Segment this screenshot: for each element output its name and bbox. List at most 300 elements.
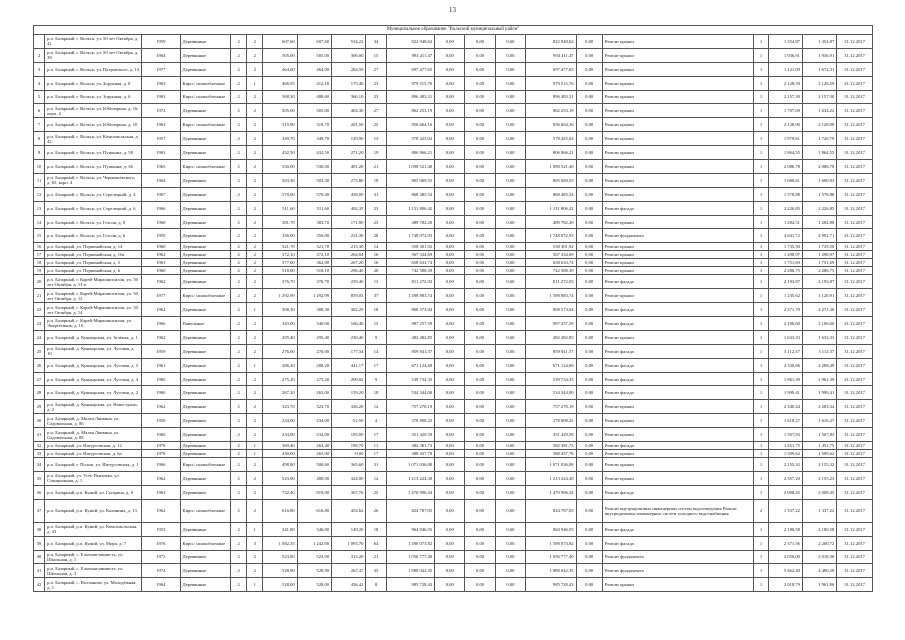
unit-cost: 1 936,91	[768, 48, 802, 62]
premises-area: 432,50	[297, 146, 331, 160]
fund-share-3: 0,00	[495, 372, 525, 386]
repair-cost: 985 728,43	[386, 578, 435, 592]
table-row	[34, 35, 873, 49]
residential-area: 313,20	[332, 550, 366, 564]
budget-share: 0,00	[576, 76, 602, 90]
unit-cost: 2 340,44	[768, 400, 802, 414]
fund-share-3: 0,00	[495, 414, 525, 428]
year-built: 1967	[142, 187, 180, 201]
fund-share-3: 0,00	[495, 442, 525, 450]
residential-area: 177,34	[332, 344, 366, 358]
row-number: 34	[34, 458, 45, 472]
year-built: 1962	[142, 471, 180, 485]
fund-share-3: 0,00	[495, 303, 525, 317]
deadline: 31.12.2017	[837, 160, 873, 174]
work-type: Ремонт крыши	[602, 187, 754, 201]
premises-area: 372,10	[297, 251, 331, 259]
total-cost: 956 664,16	[526, 118, 577, 132]
total-area: 607,60	[263, 35, 297, 49]
total-cost: 1 888 042,35	[526, 564, 577, 578]
address: р.п. Базарный, ул. Усть-Пьяховка, ул. Станционная, д. 1	[45, 471, 142, 485]
fund-share-2: 0,00	[465, 229, 495, 243]
wall-material: Деревянные	[180, 215, 231, 229]
stage-count: 1	[754, 48, 768, 62]
total-area: 505,00	[263, 48, 297, 62]
row-number: 35	[34, 471, 45, 485]
fund-share-3: 0,00	[495, 259, 525, 267]
deadline: 31.12.2017	[837, 104, 873, 118]
fund-share-3: 0,00	[495, 251, 525, 259]
row-number: 29	[34, 400, 45, 414]
budget-share: 0,00	[576, 215, 602, 229]
cost-limit: 1 961,86	[802, 578, 836, 592]
entrances: 2	[247, 317, 263, 331]
row-number: 19	[34, 267, 45, 275]
unit-cost: 1 578,88	[768, 187, 802, 201]
table-row	[34, 522, 873, 536]
residents: 25	[366, 118, 386, 132]
premises-area: 383,70	[297, 215, 331, 229]
residents: 21	[366, 160, 386, 174]
premises-area: 319,70	[297, 118, 331, 132]
fund-share-1: 0,00	[435, 386, 465, 400]
premises-area: 263,00	[297, 450, 331, 458]
wall-material: Деревянные	[180, 550, 231, 564]
repair-cost: 1 598 883,74	[386, 289, 435, 303]
work-type: Ремонт крыши	[602, 400, 754, 414]
work-type: Ремонт крыши	[602, 471, 754, 485]
floors: 2	[231, 267, 247, 275]
stage-count: 1	[754, 267, 768, 275]
stage-count: 1	[754, 400, 768, 414]
unit-cost: 2 106,60	[768, 317, 802, 331]
total-area: 518,00	[263, 267, 297, 275]
work-type: Ремонт крыши	[602, 289, 754, 303]
year-built: 1959	[142, 344, 180, 358]
stage-count: 1	[754, 485, 768, 499]
deadline: 31.12.2017	[837, 485, 873, 499]
fund-share-3: 0,00	[495, 48, 525, 62]
year-built: 1963	[142, 146, 180, 160]
residents: 28	[366, 229, 386, 243]
address: р.п. Базарный, г. Вольск, ул. Пушкина, д. 58	[45, 146, 142, 160]
total-area: 349,70	[263, 132, 297, 146]
fund-share-3: 0,00	[495, 90, 525, 104]
total-area: 505,00	[263, 104, 297, 118]
year-built: 1964	[142, 578, 180, 592]
total-cost: 994 411,47	[526, 48, 577, 62]
stage-count: 1	[754, 160, 768, 174]
row-number: 39	[34, 536, 45, 550]
stage-count: 1	[754, 251, 768, 259]
total-cost: 742 588,39	[526, 267, 577, 275]
budget-share: 0,00	[576, 400, 602, 414]
residents: 19	[366, 146, 386, 160]
fund-share-1: 0,00	[435, 536, 465, 550]
premises-area: 480,00	[297, 471, 331, 485]
residential-area: 302,29	[332, 303, 366, 317]
wall-material: Деревянные	[180, 414, 231, 428]
total-cost: 534 344,00	[526, 386, 577, 400]
entrances: 2	[247, 564, 263, 578]
work-type: Ремонт фасада	[602, 344, 754, 358]
year-built: 1972	[142, 104, 180, 118]
year-built: 1963	[142, 259, 180, 267]
fund-share-1: 0,00	[435, 243, 465, 251]
total-cost: 558 301,92	[526, 243, 577, 251]
fund-share-3: 0,00	[495, 564, 525, 578]
cost-limit: 1 751,69	[802, 259, 836, 267]
fund-share-3: 0,00	[495, 578, 525, 592]
entrances: 2	[247, 229, 263, 243]
floors: 2	[231, 522, 247, 536]
entrances: 2	[247, 499, 263, 522]
budget-share: 0,00	[576, 48, 602, 62]
floors: 2	[231, 243, 247, 251]
repair-cost: 964 946,55	[386, 522, 435, 536]
row-number: 42	[34, 578, 45, 592]
budget-share: 0,00	[576, 275, 602, 289]
year-built: 1959	[142, 414, 180, 428]
fund-share-1: 0,00	[435, 578, 465, 592]
fund-share-2: 0,00	[465, 173, 495, 187]
repair-cost: 1 131 806,42	[386, 201, 435, 215]
floors: 2	[231, 104, 247, 118]
fund-share-3: 0,00	[495, 215, 525, 229]
work-type: Ремонт крыши	[602, 259, 754, 267]
fund-share-2: 0,00	[465, 160, 495, 174]
cost-limit: 3 112,37	[802, 344, 836, 358]
entrances: 2	[247, 104, 263, 118]
fund-share-2: 0,00	[465, 48, 495, 62]
total-cost: 979 515,76	[526, 76, 577, 90]
fund-share-3: 0,00	[495, 187, 525, 201]
cost-limit: 2 157,30	[802, 90, 836, 104]
deadline: 31.12.2017	[837, 173, 873, 187]
repair-cost: 351 429,59	[386, 428, 435, 442]
fund-share-2: 0,00	[465, 132, 495, 146]
cost-limit: 1 284,88	[802, 215, 836, 229]
table-row	[34, 358, 873, 372]
fund-share-3: 0,00	[495, 450, 525, 458]
budget-share: 0,00	[576, 317, 602, 331]
residential-area: 859,03	[332, 289, 366, 303]
stage-count: 1	[754, 62, 768, 76]
table-row	[34, 160, 873, 174]
address: р.п. Базарный, г. Полож, ул. Интурсовская, д. 1	[45, 458, 142, 472]
work-type: Ремонт фасада	[602, 386, 754, 400]
row-number: 17	[34, 251, 45, 259]
fund-share-2: 0,00	[465, 414, 495, 428]
repair-cost: 868 485,54	[386, 187, 435, 201]
fund-share-2: 0,00	[465, 243, 495, 251]
budget-share: 0,00	[576, 550, 602, 564]
residents: 35	[366, 564, 386, 578]
fund-share-1: 0,00	[435, 317, 465, 331]
year-built: 1965	[142, 160, 180, 174]
residential-area: 271,20	[332, 146, 366, 160]
row-number: 27	[34, 372, 45, 386]
year-built: 1963	[142, 485, 180, 499]
address: р.п. Базарный, д. Куянырская, ул. Новострахи, д. 2	[45, 400, 142, 414]
stage-count: 1	[754, 90, 768, 104]
floors: 2	[231, 132, 247, 146]
residents: 13	[366, 275, 386, 289]
budget-share: 0,00	[576, 201, 602, 215]
fund-share-3: 0,00	[495, 146, 525, 160]
fund-share-1: 0,00	[435, 303, 465, 317]
table-row	[34, 471, 873, 485]
total-area: 1 082,35	[263, 536, 297, 550]
residents: 15	[366, 317, 386, 331]
wall-material: Деревянные	[180, 201, 231, 215]
residents: 17	[366, 358, 386, 372]
total-cost: 1 598 883,74	[526, 289, 577, 303]
year-built: 1962	[142, 303, 180, 317]
stage-count: 2	[754, 499, 768, 522]
work-type: Ремонт фасада	[602, 275, 754, 289]
deadline: 31.12.2017	[837, 267, 873, 275]
fund-share-2: 0,00	[465, 289, 495, 303]
deadline: 31.12.2017	[837, 35, 873, 49]
fund-share-1: 0,00	[435, 267, 465, 275]
fund-share-1: 0,00	[435, 118, 465, 132]
deadline: 31.12.2017	[837, 442, 873, 450]
premises-area: 530,00	[297, 160, 331, 174]
total-cost: 808 573,04	[526, 303, 577, 317]
premises-area: 295,40	[297, 330, 331, 344]
work-type: Ремонт крыши	[602, 62, 754, 76]
year-built: 1962	[142, 330, 180, 344]
stage-count: 1	[754, 76, 768, 90]
wall-material: Деревянные	[180, 400, 231, 414]
residents: 20	[366, 267, 386, 275]
entrances: 2	[247, 48, 263, 62]
address: р.п. Базарный, г. Вольск, ул. Стрелецкий, д. 4	[45, 187, 142, 201]
premises-area: 1 242,00	[297, 536, 331, 550]
stage-count: 1	[754, 450, 768, 458]
residents: 31	[366, 187, 386, 201]
residential-area: 456,42	[332, 578, 366, 592]
premises-area: 276,00	[297, 344, 331, 358]
year-built: 1975	[142, 550, 180, 564]
fund-share-1: 0,00	[435, 173, 465, 187]
stage-count: 1	[754, 215, 768, 229]
cost-limit: 2 200,72	[802, 536, 836, 550]
address: р.п. Базарный, г. Карей-Мирашипсилон, ул. 50 лет Октября, д. 13-а	[45, 275, 142, 289]
unit-cost: 1 961,39	[768, 372, 802, 386]
address: р.п. Базарный, р.п. Куний, ул. Калинина, д. 13	[45, 499, 142, 522]
cost-limit: 2 286,75	[802, 267, 836, 275]
address: р.п. Базарный, г. Вольск, ул. Пушкина, д. 56	[45, 160, 142, 174]
year-built: 1963	[142, 76, 180, 90]
table-row	[34, 132, 873, 146]
fund-share-1: 0,00	[435, 550, 465, 564]
budget-share: 0,00	[576, 267, 602, 275]
floors: 2	[231, 229, 247, 243]
fund-share-1: 0,00	[435, 414, 465, 428]
table-row	[34, 442, 873, 450]
residential-area: 366,10	[332, 90, 366, 104]
total-cost: 658 633,74	[526, 259, 577, 267]
premises-area: 528,00	[297, 578, 331, 592]
address: р.п. Базарный, д. Куянырская, ул. Луговая, д. 2	[45, 386, 142, 400]
residents: 18	[366, 386, 386, 400]
total-area: 372,10	[263, 251, 297, 259]
total-area: 275,20	[263, 372, 297, 386]
residential-area: 275,80	[332, 173, 366, 187]
residents: 18	[366, 173, 386, 187]
stage-count: 1	[754, 173, 768, 187]
total-area: 315,90	[263, 118, 297, 132]
wall-material: Деревянные	[180, 187, 231, 201]
entrances: 2	[247, 386, 263, 400]
unit-cost: 1 337,22	[768, 499, 802, 522]
total-cost: 868 485,54	[526, 187, 577, 201]
stage-count: 1	[754, 289, 768, 303]
fund-share-2: 0,00	[465, 187, 495, 201]
address: р.п. Базарный, д. Куянырская, ул. Луговая, д. 5	[45, 358, 142, 372]
work-type: Ремонт крыши	[602, 267, 754, 275]
work-type: Ремонт фасада	[602, 522, 754, 536]
entrances: 2	[247, 289, 263, 303]
table-row	[34, 267, 873, 275]
work-type: Ремонт крыши	[602, 450, 754, 458]
fund-share-2: 0,00	[465, 344, 495, 358]
wall-material: Деревянные	[180, 372, 231, 386]
entrances: 2	[247, 201, 263, 215]
fund-share-1: 0,00	[435, 564, 465, 578]
row-number: 40	[34, 550, 45, 564]
budget-share: 0,00	[576, 173, 602, 187]
budget-share: 0,00	[576, 229, 602, 243]
repair-cost: 994 411,47	[386, 48, 435, 62]
floors: 2	[231, 62, 247, 76]
row-number: 14	[34, 215, 45, 229]
budget-share: 0,00	[576, 62, 602, 76]
residential-area: 284,59	[332, 62, 366, 76]
floors: 2	[231, 330, 247, 344]
address: р.п. Базарный, р.п. Куний, ул. Мира, д. 7	[45, 536, 142, 550]
fund-share-1: 0,00	[435, 358, 465, 372]
work-type: Ремонт крыши	[602, 251, 754, 259]
repair-cost: 671 124,69	[386, 358, 435, 372]
budget-share: 0,00	[576, 303, 602, 317]
budget-share: 0,00	[576, 344, 602, 358]
premises-area: 346,00	[297, 522, 331, 536]
fund-share-3: 0,00	[495, 173, 525, 187]
deadline: 31.12.2017	[837, 458, 873, 472]
repair-cost: 987 257,59	[386, 317, 435, 331]
fund-share-1: 0,00	[435, 215, 465, 229]
wall-material: Деревянные	[180, 303, 231, 317]
budget-share: 0,00	[576, 289, 602, 303]
address: р.п. Базарный, д. Куянырская, ул. Луговая, д. 4	[45, 372, 142, 386]
floors: 2	[231, 414, 247, 428]
year-built: 1964	[142, 48, 180, 62]
residents: 17	[366, 450, 386, 458]
deadline: 31.12.2017	[837, 215, 873, 229]
premises-area: 488,60	[297, 90, 331, 104]
residents: 31	[366, 458, 386, 472]
row-number: 24	[34, 330, 45, 344]
fund-share-3: 0,00	[495, 201, 525, 215]
stage-count: 1	[754, 35, 768, 49]
total-area: 276,00	[263, 344, 297, 358]
year-built: 1977	[142, 62, 180, 76]
premises-area: 234,00	[297, 428, 331, 442]
floors: 2	[231, 578, 247, 592]
budget-share: 0,00	[576, 414, 602, 428]
fund-share-1: 0,00	[435, 428, 465, 442]
floors: 2	[231, 450, 247, 458]
repair-cost: 697 477,65	[386, 62, 435, 76]
fund-share-2: 0,00	[465, 251, 495, 259]
premises-area: 508,60	[297, 458, 331, 472]
row-number: 16	[34, 243, 45, 251]
table-row	[34, 215, 873, 229]
cost-limit: 1 120,91	[802, 289, 836, 303]
cost-limit: 2 155,32	[802, 458, 836, 472]
total-area: 321,70	[263, 243, 297, 251]
wall-material: Деревянные	[180, 485, 231, 499]
address: р.п. Базарный, с. Елочная-шинисть, ул. Школьная, д. 3	[45, 564, 142, 578]
repair-cost: 558 301,92	[386, 243, 435, 251]
stage-count: 1	[754, 564, 768, 578]
entrances: 1	[247, 442, 263, 450]
address: р.п. Базарный, ул. Первомайская, д. 6	[45, 267, 142, 275]
residents: 13	[366, 132, 386, 146]
residential-area: 175,40	[332, 76, 366, 90]
year-built: 1976	[142, 536, 180, 550]
address: р.п. Базарный, г. Карей-Мирашипсилон, ул. 50 лет Октября, д. 14	[45, 303, 142, 317]
row-number: 41	[34, 564, 45, 578]
address: р.п. Базарный, ул. Первомайская, д. 5	[45, 259, 142, 267]
wall-material: Деревянные	[180, 146, 231, 160]
fund-share-2: 0,00	[465, 146, 495, 160]
work-type: Ремонт крыши	[602, 215, 754, 229]
repair-cost: 1 213 224,30	[386, 471, 435, 485]
floors: 2	[231, 118, 247, 132]
page-number: 13	[449, 6, 456, 14]
wall-material: Кирп./ шлакоблочные	[180, 76, 231, 90]
fund-share-3: 0,00	[495, 358, 525, 372]
deadline: 31.12.2017	[837, 386, 873, 400]
address: р.п. Базарный, ул. Интурсовская, д. 6а	[45, 450, 142, 458]
fund-share-1: 0,00	[435, 160, 465, 174]
residential-area: 441,17	[332, 358, 366, 372]
wall-material: Деревянные	[180, 62, 231, 76]
work-type: Ремонт крыши	[602, 330, 754, 344]
unit-cost: 1 509,62	[768, 450, 802, 458]
address: р.п. Базарный, д. Куянырская, ул. Луговая, д. 10	[45, 344, 142, 358]
total-area: 341,80	[263, 522, 297, 536]
premises-area: 288,20	[297, 358, 331, 372]
residential-area: 306,00	[332, 48, 366, 62]
unit-cost: 2 330,66	[768, 358, 802, 372]
fund-share-2: 0,00	[465, 259, 495, 267]
total-cost: 824 787,05	[526, 499, 577, 522]
premises-area: 323,70	[297, 400, 331, 414]
row-number: 20	[34, 275, 45, 289]
unit-cost: 1 707,69	[768, 104, 802, 118]
address: р.п. Базарный, г. Вольск, ул. Стрелецкий, д. 6	[45, 201, 142, 215]
floors: 2	[231, 259, 247, 267]
residents: 25	[366, 215, 386, 229]
stage-count: 1	[754, 187, 768, 201]
total-cost: 1 748 072,93	[526, 229, 577, 243]
stage-count: 1	[754, 344, 768, 358]
